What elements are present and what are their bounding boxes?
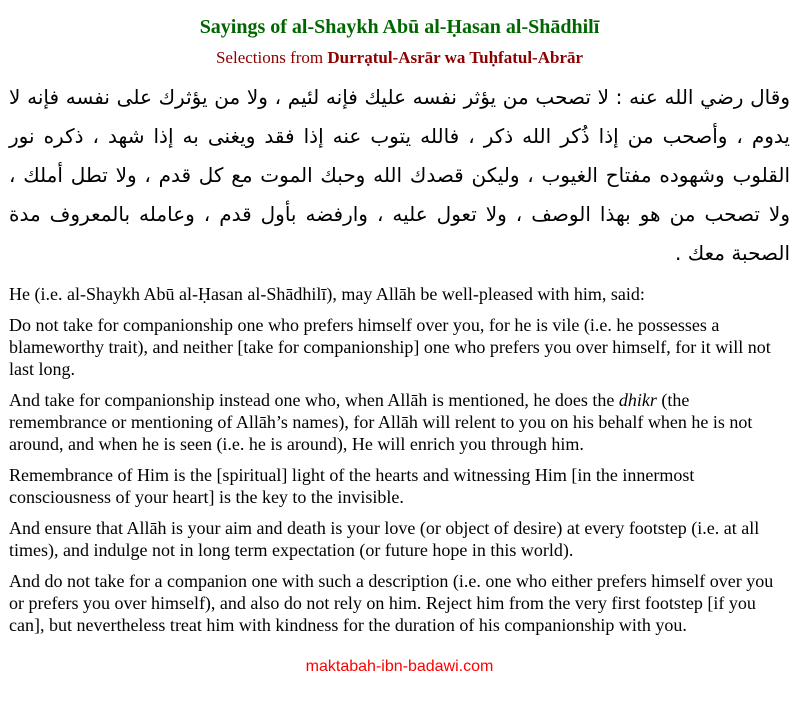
paragraph-2-text-before: And take for companionship instead one who, when Allāh is mentioned, he does the	[9, 390, 619, 410]
paragraph-intro: He (i.e. al-Shaykh Abū al-Ḥasan al-Shādhilī), may Allāh be well-pleased with him, said:	[9, 284, 645, 304]
paragraph-aim-and-death: And ensure that Allāh is your aim and death is your love (or object of desire) at every footstep (i.e. at all times), and indulge not in long term expectation (or future hope in this world).	[9, 518, 760, 560]
english-translation	[9, 283, 790, 636]
paragraph-remembrance: Remembrance of Him is the [spiritual] light of the hearts and witnessing Him [in the innermost consciousness of your heart] is the key to the invisible.	[9, 465, 695, 507]
arabic-quote: وقال رضي الله عنه : لا تصحب من يؤثر نفسه عليك فإنه لئيم ، ولا من يؤثرك على نفسه فإنه لا يدوم ، وأصحب من إذا ذُكر الله ذكر ، فالله يتوب عنه إذا فقد ويغنى به إذا شهد ، ذكره نور القلوب وشهوده مفتاح الغيوب ، وليكن قصدك الله وحبك الموت مع كل قدم ، ولا تطل أملك ، ولا تصحب من هو بهذا الوصف ، ولا تعول عليه ، وارفضه بأول قدم ، وعامله بالمعروف مدة الصحبة معك .	[9, 85, 790, 265]
paragraph-2-text-after: (the remembrance or mentioning of Allāh’s names), for Allāh will relent to you on his behalf when he is not around, and when he is seen (i.e. he is around), He will enrich you through him.	[9, 390, 753, 454]
paragraph-companion-description: And do not take for a companion one with such a description (i.e. one who either prefers himself over you or prefers you over himself), and also do not rely on him. Reject him from the very first footstep [if you can], but nevertheless treat him with kindness for the duration of his companionship with you.	[9, 571, 774, 635]
page-title: Sayings of al-Shaykh Abū al-Ḥasan al-Shādhilī	[199, 16, 600, 38]
subtitle-book-title: Durrạtul-Asrār wa Tuḥfatul-Abrār	[327, 48, 584, 67]
paragraph-companionship-2	[9, 389, 790, 455]
page-subtitle	[9, 48, 790, 68]
dhikr-italic-term: dhikr	[618, 390, 657, 410]
paragraph-companionship-1: Do not take for companionship one who prefers himself over you, for he is vile (i.e. he possesses a blameworthy trait), and neither [take for companionship] one who prefers you over himself, for it will not last long.	[9, 315, 771, 379]
subtitle-prefix: Selections from	[215, 48, 328, 67]
website-link: maktabah-ibn-badawi.com	[305, 658, 494, 675]
